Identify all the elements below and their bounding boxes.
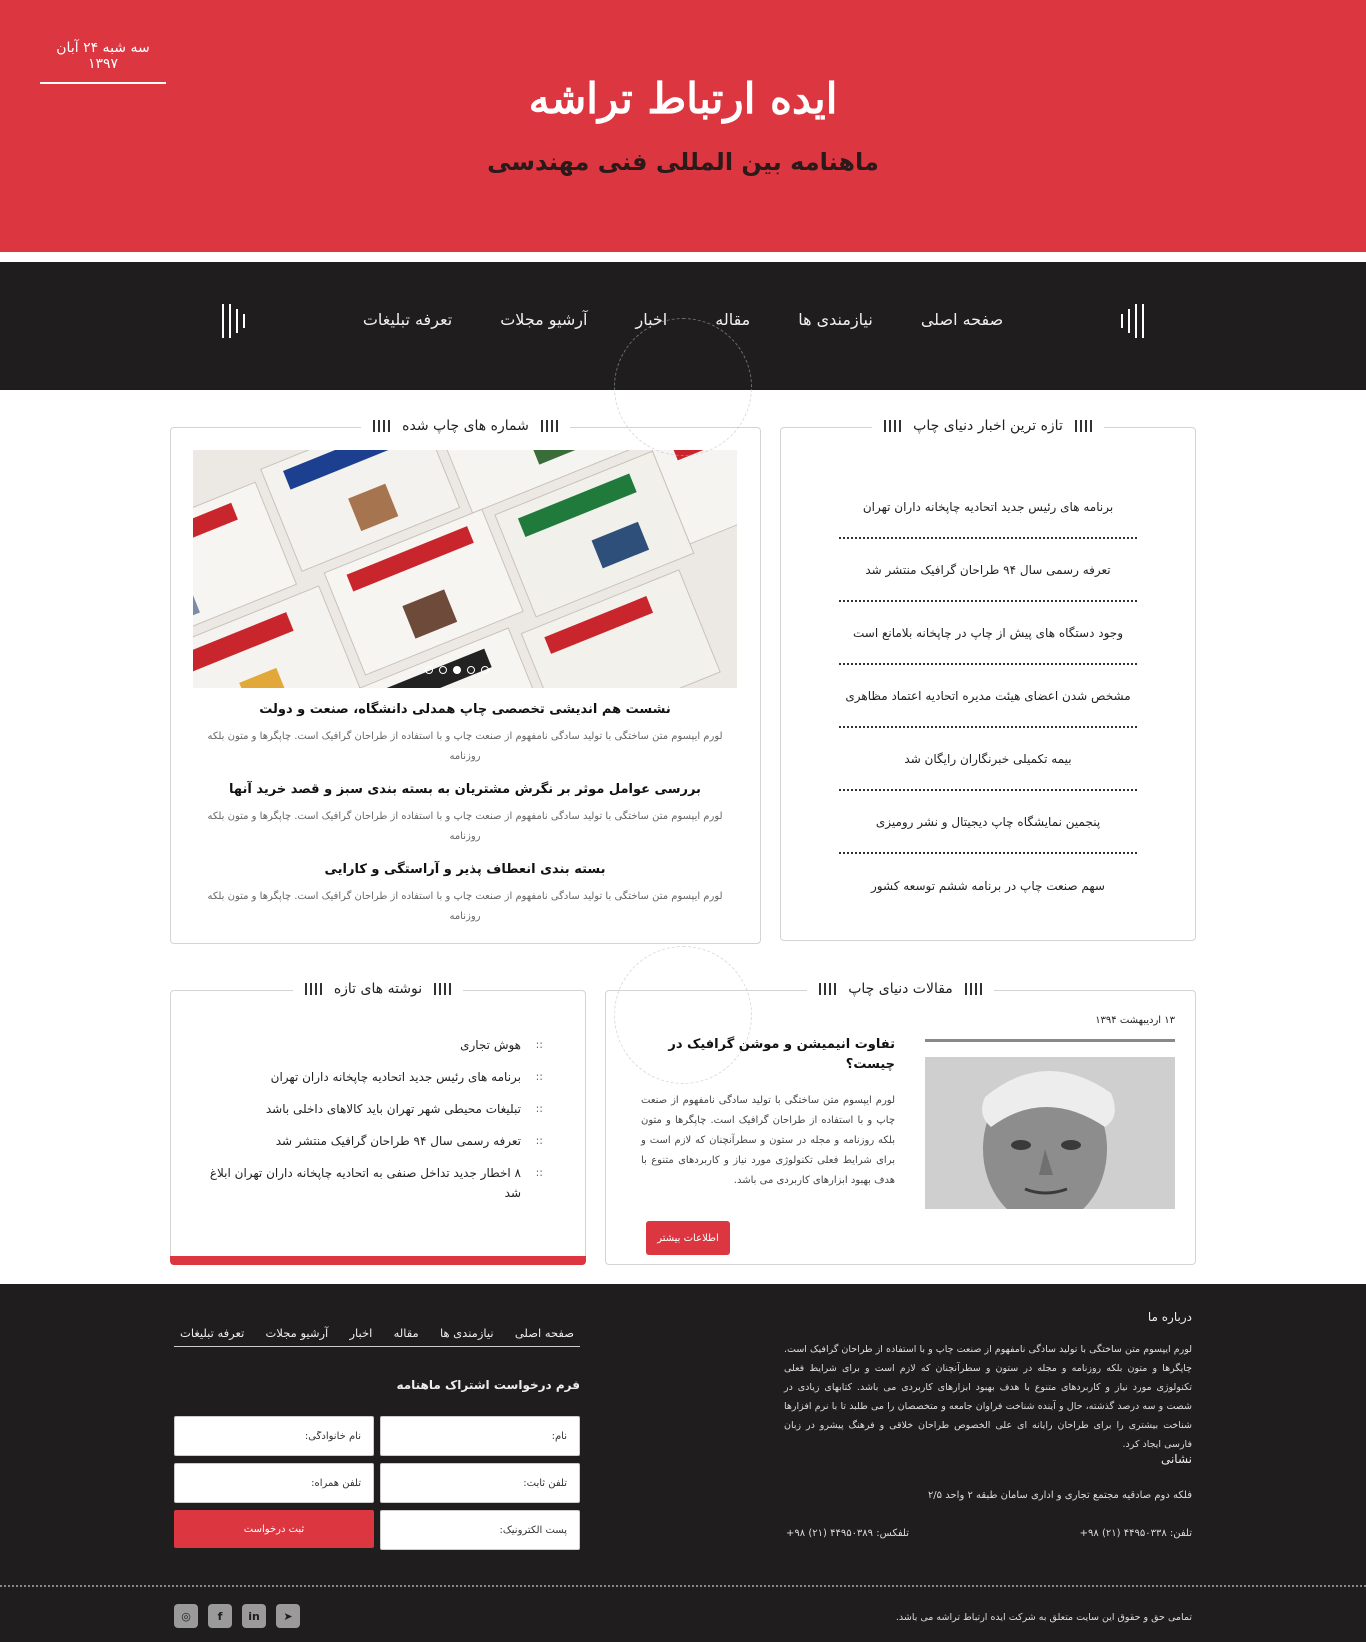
list-item[interactable]: سهم صنعت چاپ در برنامه ششم توسعه کشور [871, 878, 1105, 893]
recent-posts-panel [170, 981, 586, 1265]
article-item [193, 702, 737, 767]
footer-link-archive[interactable]: آرشیو مجلات [265, 1326, 329, 1340]
nav-item-news[interactable]: اخبار [635, 310, 668, 329]
divider [925, 1039, 1175, 1042]
slider-dot-active[interactable] [453, 666, 461, 674]
nav-links [0, 310, 1366, 329]
list-item[interactable]: :: تبلیغات محیطی شهر تهران باید کالاهای داخلی باشد [207, 1099, 543, 1119]
list-item[interactable]: تعرفه رسمی سال ۹۴ طراحان گرافیک منتشر شد [839, 539, 1137, 602]
about-title: درباره ما [1147, 1310, 1192, 1324]
newspapers-collage [193, 450, 737, 688]
subscription-form-title: فرم درخواست اشتراک ماهنامه [396, 1378, 580, 1392]
nav-item-archive[interactable]: آرشیو مجلات [500, 310, 588, 329]
article-title[interactable]: بررسی عوامل موثر بر نگرش مشتریان به بسته بندی سبز و قصد خرید آنها [229, 782, 701, 797]
panel-title: تازه ترین اخبار دنیای چاپ [913, 418, 1063, 434]
mobile-field[interactable] [174, 1463, 374, 1503]
nav-item-ad-rates[interactable]: تعرفه تبلیغات [362, 310, 453, 329]
featured-article-excerpt: لورم ایپسوم متن ساختگی با تولید سادگی نامفهوم از صنعت چاپ و با استفاده از طراحان گرافیک است. چاپگرها و متون بلکه روزنامه و مجله در ستون و سطرآنچنان که لازم است و برای شرایط فعلی تکنولوژی مورد نیاز و کاربردهای متنوع با هدف بهبود ابزارهای کاربردی می باشد. [641, 1095, 895, 1186]
printed-issues-panel [170, 418, 761, 944]
family-name-field[interactable] [174, 1416, 374, 1456]
list-item[interactable]: :: تعرفه رسمی سال ۹۴ طراحان گرافیک منتشر شد [207, 1131, 543, 1151]
list-item[interactable]: مشخص شدن اعضای هیئت مدیره اتحادیه اعتماد مظاهری [839, 665, 1137, 728]
list-item[interactable]: پنجمین نمایشگاه چاپ دیجیتال و نشر رومیزی [839, 791, 1137, 854]
portrait-image [925, 1057, 1175, 1209]
article-date: ۱۳ اردیبهشت ۱۳۹۴ [1095, 1015, 1175, 1026]
article-excerpt: لورم ایپسوم متن ساختگی با تولید سادگی نامفهوم از صنعت چاپ و با استفاده از طراحان گرافیک است. چاپگرها و متون بلکه روزنامه [207, 891, 723, 922]
footer-link-articles[interactable]: مقاله [393, 1326, 419, 1340]
list-item[interactable]: بیمه تکمیلی خبرنگاران رایگان شد [839, 728, 1137, 791]
list-item[interactable]: :: ۸ اخطار جدید تداخل صنفی به اتحادیه چاپخانه داران تهران ابلاغ شد [207, 1163, 543, 1203]
articles-panel [605, 981, 1196, 1265]
header-divider [0, 252, 1366, 262]
title-ornament-icon [541, 420, 558, 432]
name-field[interactable] [380, 1416, 580, 1456]
nav-item-classifieds[interactable]: نیازمندی ها [798, 310, 873, 329]
site-header [0, 0, 1366, 252]
submit-request-button[interactable]: ثبت درخواست [174, 1510, 374, 1548]
article-title[interactable]: نشست هم اندیشی تخصصی چاپ همدلی دانشگاه، صنعت و دولت [259, 702, 671, 717]
slider-image[interactable] [193, 450, 737, 688]
site-subtitle: ماهنامه بین المللی فنی مهندسی [487, 148, 879, 176]
article-title[interactable]: بسته بندی انعطاف پذیر و آراستگی و کارایی [324, 862, 606, 877]
social-links [174, 1604, 300, 1628]
main-nav [0, 262, 1366, 390]
email-field[interactable] [380, 1510, 580, 1550]
title-ornament-icon [819, 983, 836, 995]
footer-divider [0, 1585, 1366, 1587]
panel-title: شماره های چاپ شده [402, 418, 529, 434]
footer-links [174, 1326, 580, 1347]
nav-item-articles[interactable]: مقاله [715, 310, 751, 329]
recent-posts-list [207, 1035, 543, 1215]
facebook-icon[interactable]: f [208, 1604, 232, 1628]
slider-dot[interactable] [425, 666, 433, 674]
title-ornament-icon [1075, 420, 1092, 432]
list-item[interactable]: وجود دستگاه های پیش از چاپ در چاپخانه بلامانع است [839, 602, 1137, 665]
copyright-text: تمامی حق و حقوق این سایت متعلق به شرکت ایده ارتباط تراشه می باشد. [895, 1612, 1192, 1623]
panel-accent-bar [170, 1256, 586, 1265]
nav-ornament-left-icon [222, 304, 245, 338]
slider-dot[interactable] [481, 666, 489, 674]
title-ornament-icon [884, 420, 901, 432]
address-title: نشانی [1160, 1452, 1192, 1466]
landline-field[interactable] [380, 1463, 580, 1503]
featured-article-title[interactable]: تفاوت انیمیشن و موشن گرافیک در چیست؟ [668, 1037, 895, 1072]
list-item[interactable]: برنامه های رئیس جدید اتحادیه چاپخانه داران تهران [839, 476, 1137, 539]
article-excerpt: لورم ایپسوم متن ساختگی با تولید سادگی نامفهوم از صنعت چاپ و با استفاده از طراحان گرافیک است. چاپگرها و متون بلکه روزنامه [207, 811, 723, 842]
more-info-button[interactable]: اطلاعات بیشتر [646, 1221, 730, 1255]
latest-news-panel [780, 418, 1196, 941]
nav-item-home[interactable]: صفحه اصلی [920, 310, 1004, 329]
title-ornament-icon [965, 983, 982, 995]
phone-text: تلفن: ۴۴۹۵۰۳۳۸ (۲۱) ۹۸+ [1079, 1528, 1192, 1539]
slider-dot[interactable] [467, 666, 475, 674]
footer-link-ad-rates[interactable]: تعرفه تبلیغات [180, 1326, 245, 1340]
footer-link-classifieds[interactable]: نیازمندی ها [439, 1326, 494, 1340]
list-item[interactable]: :: برنامه های رئیس جدید اتحادیه چاپخانه داران تهران [207, 1067, 543, 1087]
article-item [193, 782, 737, 847]
article-excerpt: لورم ایپسوم متن ساختگی با تولید سادگی نامفهوم از صنعت چاپ و با استفاده از طراحان گرافیک است. چاپگرها و متون بلکه روزنامه [207, 731, 723, 762]
footer-link-home[interactable]: صفحه اصلی [514, 1326, 574, 1340]
footer-link-news[interactable]: اخبار [349, 1326, 373, 1340]
news-list [839, 476, 1137, 917]
panel-title: مقالات دنیای چاپ [848, 981, 953, 997]
panel-title: نوشته های تازه [333, 981, 423, 997]
slider-dots [425, 666, 489, 674]
site-footer [0, 1284, 1366, 1642]
linkedin-icon[interactable]: in [242, 1604, 266, 1628]
fax-text: تلفکس: ۴۴۹۵۰۳۸۹ (۲۱) ۹۸+ [786, 1528, 910, 1539]
author-photo [925, 1057, 1175, 1209]
title-ornament-icon [305, 983, 322, 995]
article-item [193, 862, 737, 927]
list-item[interactable]: :: هوش تجاری [207, 1035, 543, 1055]
instagram-icon[interactable]: ◎ [174, 1604, 198, 1628]
title-ornament-icon [373, 420, 390, 432]
about-text: لورم ایپسوم متن ساختگی با تولید سادگی نامفهوم از صنعت چاپ و با استفاده از طراحان گرافیک است. چاپگرها و متون بلکه روزنامه و مجله در ستون و سطرآنچنان که لازم است و برای شرایط فعلی تکنولوژی مورد نیاز و کاربردهای متنوع با هدف بهبود ابزارهای کاربردی می باشد. کتابهای زیادی در شصت و سه درصد گذشته، حال و آینده شناخت فراوان جامعه و متخصصان را می طلبد تا با نرم افزارها شناخت بیشتری را برای طراحان رایانه ای علی الخصوص طراحان خلاقی و فرهنگ پیشرو در زبان فارسی ایجاد کرد. [784, 1344, 1192, 1450]
title-ornament-icon [434, 983, 451, 995]
header-date: سه شبه ۲۴ آبان ۱۳۹۷ [40, 40, 166, 84]
site-title[interactable]: ایده ارتباط تراشه [528, 74, 838, 123]
telegram-icon[interactable]: ➤ [276, 1604, 300, 1628]
slider-dot[interactable] [439, 666, 447, 674]
address-text: فلکه دوم صادقیه مجتمع تجاری و اداری سامان طبقه ۲ واحد ۲/۵ [927, 1490, 1192, 1501]
